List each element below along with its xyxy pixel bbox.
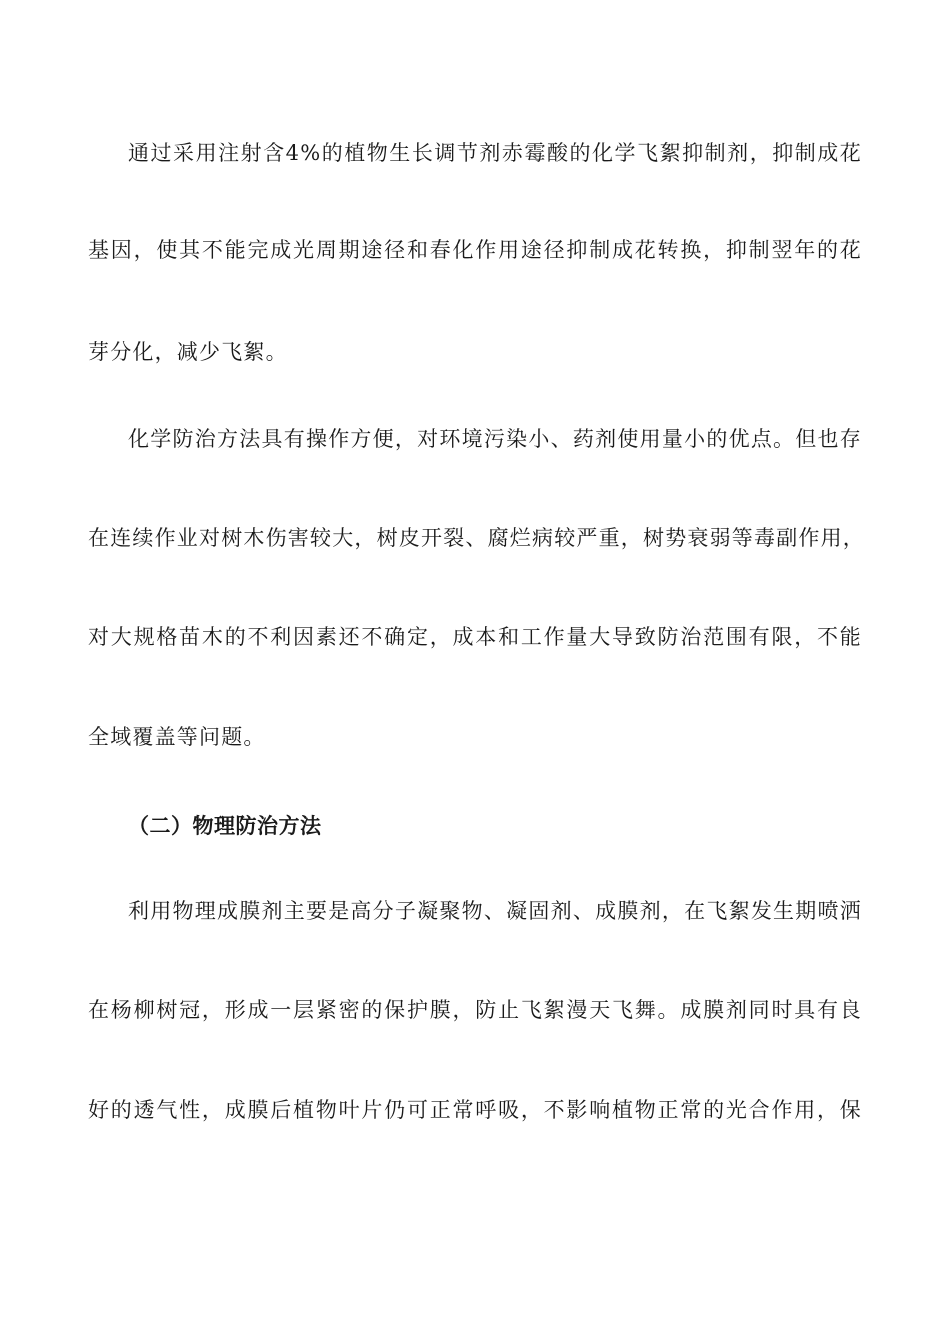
paragraph-2-line-3: 对大规格苗木的不利因素还不确定，成本和工作量大导致防治范围有限，不能 [88,625,862,649]
paragraph-3-line-3: 好的透气性，成膜后植物叶片仍可正常呼吸，不影响植物正常的光合作用，保 [88,1098,862,1122]
paragraph-1-line-1: 通过采用注射含4%的植物生长调节剂赤霉酸的化学飞絮抑制剂，抑制成花 [128,141,862,165]
paragraph-1-line-2: 基因，使其不能完成光周期途径和春化作用途径抑制成花转换，抑制翌年的花 [88,238,862,262]
paragraph-3-line-2: 在杨柳树冠，形成一层紧密的保护膜，防止飞絮漫天飞舞。成膜剂同时具有良 [88,998,862,1022]
paragraph-2-line-2: 在连续作业对树木伤害较大，树皮开裂、腐烂病较严重，树势衰弱等毒副作用， [88,526,865,550]
paragraph-2-line-1: 化学防治方法具有操作方便，对环境污染小、药剂使用量小的优点。但也存 [128,427,862,451]
section-heading: （二）物理防治方法 [128,814,322,838]
paragraph-2-line-4: 全域覆盖等问题。 [88,725,266,749]
paragraph-1-line-3: 芽分化，减少飞絮。 [88,340,288,364]
paragraph-3-line-1: 利用物理成膜剂主要是高分子凝聚物、凝固剂、成膜剂，在飞絮发生期喷洒 [128,899,862,923]
